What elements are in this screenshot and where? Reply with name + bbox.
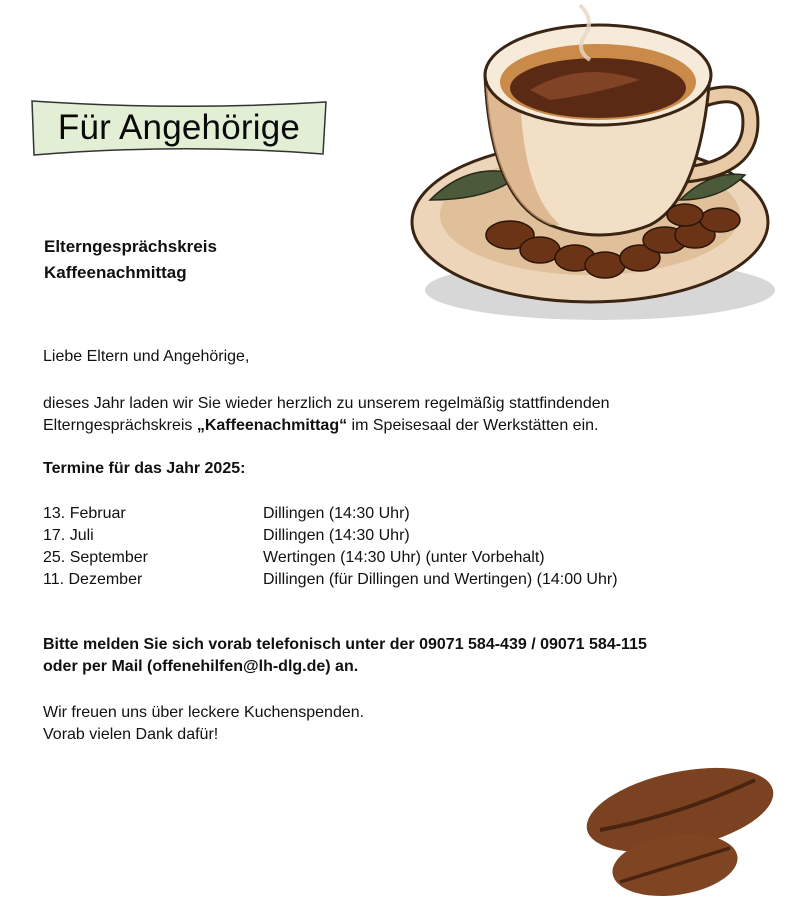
schedule-row xyxy=(43,569,618,591)
intro-text: im Speisesaal der Werkstätten ein. xyxy=(347,417,599,434)
subtitle-line-1: Elterngesprächskreis xyxy=(44,237,217,256)
schedule-date: 11. Dezember xyxy=(43,571,143,588)
contact-line-2: oder per Mail (offenehilfen@lh-dlg.de) an. xyxy=(43,658,359,675)
page-title: Für Angehörige xyxy=(57,108,301,147)
intro-line-1: dieses Jahr laden wir Sie wieder herzlich zu unserem regelmäßig stattfindenden xyxy=(43,395,610,412)
contact-info xyxy=(43,634,647,678)
subtitle-line-2: Kaffeenachmittag xyxy=(44,263,187,282)
event-subtitle xyxy=(44,234,217,286)
coffee-cup-icon xyxy=(410,0,790,330)
schedule-place: Dillingen (für Dillingen und Wertingen) (14:00 Uhr) xyxy=(263,571,618,588)
thanks-line-1: Wir freuen uns über leckere Kuchenspenden. xyxy=(43,704,365,721)
schedule-place: Dillingen (14:30 Uhr) xyxy=(263,527,410,544)
event-name: „Kaffeenachmittag“ xyxy=(196,417,348,434)
coffee-beans-icon xyxy=(580,760,780,915)
intro-line-2 xyxy=(43,415,610,437)
schedule-date: 25. September xyxy=(43,549,148,566)
schedule-row xyxy=(43,525,618,547)
dates-heading: Termine für das Jahr 2025: xyxy=(43,460,246,477)
intro-text: Elterngesprächskreis xyxy=(43,417,197,434)
title-banner xyxy=(31,99,327,157)
schedule-row xyxy=(43,503,618,525)
schedule-row xyxy=(43,547,618,569)
thanks-line-2: Vorab vielen Dank dafür! xyxy=(43,726,219,743)
schedule-date: 17. Juli xyxy=(43,527,94,544)
schedule-date: 13. Februar xyxy=(43,505,126,522)
thanks-text xyxy=(43,702,364,746)
schedule-list xyxy=(43,503,618,591)
contact-line-1: Bitte melden Sie sich vorab telefonisch unter der 09071 584-439 / 09071 584-115 xyxy=(43,636,647,653)
schedule-place: Wertingen (14:30 Uhr) (unter Vorbehalt) xyxy=(263,549,545,566)
schedule-place: Dillingen (14:30 Uhr) xyxy=(263,505,410,522)
greeting: Liebe Eltern und Angehörige, xyxy=(43,348,250,365)
intro-paragraph xyxy=(43,393,610,437)
